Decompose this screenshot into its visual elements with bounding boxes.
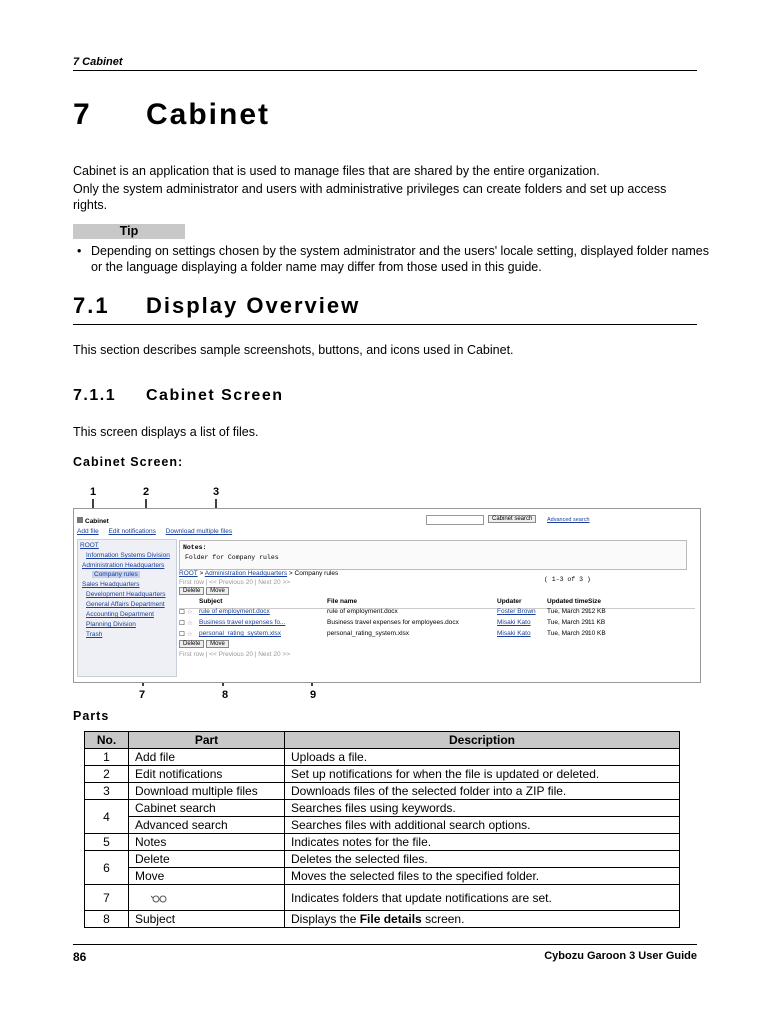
tree-planning[interactable]: Planning Division [86, 621, 136, 628]
part-description: Searches files using keywords. [285, 800, 680, 817]
row-filename: rule of employment.docx [327, 608, 398, 615]
desc-pre: Displays the [291, 912, 360, 926]
col-updater[interactable]: Updater [497, 598, 522, 605]
desc-bold: File details [359, 912, 422, 926]
folder-tree [77, 539, 177, 677]
edit-notifications-link[interactable]: Edit notifications [108, 528, 156, 535]
part-description [285, 911, 680, 928]
star-icon[interactable]: ☆ [187, 620, 193, 627]
chapter-number: 7 [73, 98, 92, 131]
cabinet-search-button[interactable]: Cabinet search [488, 515, 536, 523]
breadcrumb-separator-1: > [199, 570, 204, 577]
intro-paragraph-1: Cabinet is an application that is used to manage files that are shared by the entire organization. [73, 164, 600, 178]
notes-box [179, 540, 687, 570]
part-no: 6 [85, 851, 129, 885]
callout-3: 3 [213, 486, 220, 498]
row-updater[interactable]: Misaki Kato [497, 630, 531, 637]
table-row [179, 619, 695, 629]
part-name: Notes [129, 834, 285, 851]
col-filename[interactable]: File name [327, 598, 357, 605]
book-title: Cybozu Garoon 3 User Guide [544, 950, 697, 962]
tree-admin-hq[interactable]: Administration Headquarters [82, 562, 165, 569]
app-title-label: Cabinet [85, 518, 109, 525]
table-row [179, 608, 695, 618]
download-multiple-link[interactable]: Download multiple files [165, 528, 233, 535]
part-name: Download multiple files [129, 783, 285, 800]
section-number: 7.1 [73, 293, 110, 318]
parts-header-description: Description [285, 732, 680, 749]
parts-table [84, 731, 680, 928]
parts-header-part: Part [129, 732, 285, 749]
row-subject[interactable]: Business travel expenses fo... [199, 619, 286, 626]
running-header: 7 Cabinet [73, 56, 123, 68]
tree-gad[interactable]: General Affairs Department [86, 601, 165, 608]
part-no: 3 [85, 783, 129, 800]
tree-trash[interactable]: Trash [86, 631, 103, 638]
move-button[interactable]: Move [206, 587, 229, 595]
tree-isd[interactable]: Information Systems Division [86, 552, 170, 559]
chapter-title: Cabinet [146, 98, 271, 131]
parts-header-no: No. [85, 732, 129, 749]
table-row [85, 868, 680, 885]
breadcrumb-separator-2: > [288, 570, 293, 577]
table-row [85, 817, 680, 834]
app-title [77, 517, 109, 525]
row-size: 12 KB [588, 608, 606, 615]
tree-acct[interactable]: Accounting Department [86, 611, 154, 618]
toolbar [77, 528, 232, 535]
action-bar-top [179, 587, 229, 595]
intro-paragraph-2: Only the system administrator and users with administrative privileges can create folders and set up access rights. [73, 182, 667, 212]
table-row [85, 766, 680, 783]
part-name [129, 885, 285, 911]
tree-sales-hq[interactable]: Sales Headquarters [82, 581, 140, 588]
section-title: Display Overview [146, 293, 361, 318]
breadcrumb [179, 570, 338, 577]
tree-root[interactable]: ROOT [80, 542, 99, 549]
pager-bottom[interactable]: First row | << Previous 20 | Next 20 >> [179, 651, 291, 658]
callout-8: 8 [222, 689, 229, 701]
tip-label: Tip [73, 224, 185, 239]
star-icon[interactable]: ☆ [187, 609, 193, 616]
tree-dev-hq[interactable]: Development Headquarters [86, 591, 166, 598]
table-row [85, 834, 680, 851]
part-description: Downloads files of the selected folder into a ZIP file. [285, 783, 680, 800]
add-file-link[interactable]: Add file [77, 528, 99, 535]
subsection-number: 7.1.1 [73, 387, 117, 404]
part-name: Delete [129, 851, 285, 868]
table-row [85, 851, 680, 868]
advanced-search-link[interactable]: Advanced search [547, 517, 590, 523]
row-updated: Tue, March 29 [547, 619, 589, 626]
part-name: Move [129, 868, 285, 885]
star-icon[interactable]: ☆ [187, 631, 193, 638]
part-no: 7 [85, 885, 129, 911]
subsection-text: This screen displays a list of files. [73, 425, 259, 439]
table-row [85, 911, 680, 928]
part-name: Subject [129, 911, 285, 928]
part-no: 1 [85, 749, 129, 766]
row-subject[interactable]: personal_rating_system.xlsx [199, 630, 282, 637]
part-name: Add file [129, 749, 285, 766]
part-no: 5 [85, 834, 129, 851]
pager-top[interactable]: First row | << Previous 20 | Next 20 >> [179, 579, 291, 586]
row-filename: personal_rating_system.xlsx [327, 630, 410, 637]
action-bar-bottom [179, 640, 229, 648]
notes-label: Notes: [183, 544, 207, 551]
subsection-title: Cabinet Screen [146, 387, 284, 404]
breadcrumb-current: Company rules [294, 570, 339, 577]
row-checkbox[interactable]: ☐ [179, 631, 185, 638]
part-name: Edit notifications [129, 766, 285, 783]
search-input[interactable] [426, 515, 484, 525]
part-description: Set up notifications for when the file is updated or deleted. [285, 766, 680, 783]
delete-button-bottom[interactable]: Delete [179, 640, 204, 648]
parts-header-row [85, 732, 680, 749]
part-no: 2 [85, 766, 129, 783]
page-number: 86 [73, 950, 87, 964]
section-text: This section describes sample screenshots, buttons, and icons used in Cabinet. [73, 343, 514, 357]
callout-7: 7 [139, 689, 146, 701]
cabinet-screenshot [73, 508, 701, 683]
col-updated[interactable]: Updated time [547, 598, 589, 605]
row-updater[interactable]: Foster Brown [497, 608, 536, 615]
part-no: 8 [85, 911, 129, 928]
move-button-bottom[interactable]: Move [206, 640, 229, 648]
footer-rule [73, 944, 697, 945]
part-description: Uploads a file. [285, 749, 680, 766]
callout-1: 1 [90, 486, 97, 498]
row-subject[interactable]: rule of employment.docx [199, 608, 270, 615]
row-checkbox[interactable]: ☐ [179, 620, 185, 627]
row-updated: Tue, March 29 [547, 608, 589, 615]
part-description: Searches files with additional search options. [285, 817, 680, 834]
breadcrumb-root[interactable]: ROOT [179, 570, 198, 577]
row-updated: Tue, March 29 [547, 630, 589, 637]
row-filename: Business travel expenses for employees.docx [327, 619, 459, 626]
part-description: Indicates folders that update notifications are set. [285, 885, 680, 911]
part-name: Cabinet search [129, 800, 285, 817]
callout-2: 2 [143, 486, 150, 498]
row-size: 11 KB [588, 619, 606, 626]
part-no: 4 [85, 800, 129, 834]
delete-button[interactable]: Delete [179, 587, 204, 595]
table-row [85, 885, 680, 911]
part-name: Advanced search [129, 817, 285, 834]
part-description: Moves the selected files to the specified folder. [285, 868, 680, 885]
row-updater[interactable]: Misaki Kato [497, 619, 531, 626]
table-row [85, 800, 680, 817]
col-size[interactable]: Size [588, 598, 602, 605]
breadcrumb-admin[interactable]: Administration Headquarters [204, 570, 288, 577]
part-description: Indicates notes for the file. [285, 834, 680, 851]
glasses-icon [151, 893, 167, 903]
desc-post: screen. [421, 912, 465, 926]
tip-bullet: • Depending on settings chosen by the system administrator and the users' locale setting, displayed folder names or the language displaying a folder name may differ from those used in this guide. [77, 243, 711, 275]
parts-label: Parts [73, 709, 110, 723]
table-row [179, 630, 695, 640]
part-description: Deletes the selected files. [285, 851, 680, 868]
tree-company-rules[interactable]: Company rules [94, 571, 138, 578]
notes-text: Folder for Company rules [185, 554, 279, 561]
table-row [85, 783, 680, 800]
row-checkbox[interactable]: ☐ [179, 609, 185, 616]
col-subject[interactable]: Subject [199, 598, 223, 605]
row-size: 10 KB [588, 630, 606, 637]
table-row [85, 749, 680, 766]
callout-9: 9 [310, 689, 317, 701]
cabinet-icon [77, 517, 83, 523]
record-range: ( 1-3 of 3 ) [544, 576, 591, 583]
screen-label: Cabinet Screen: [73, 455, 184, 469]
